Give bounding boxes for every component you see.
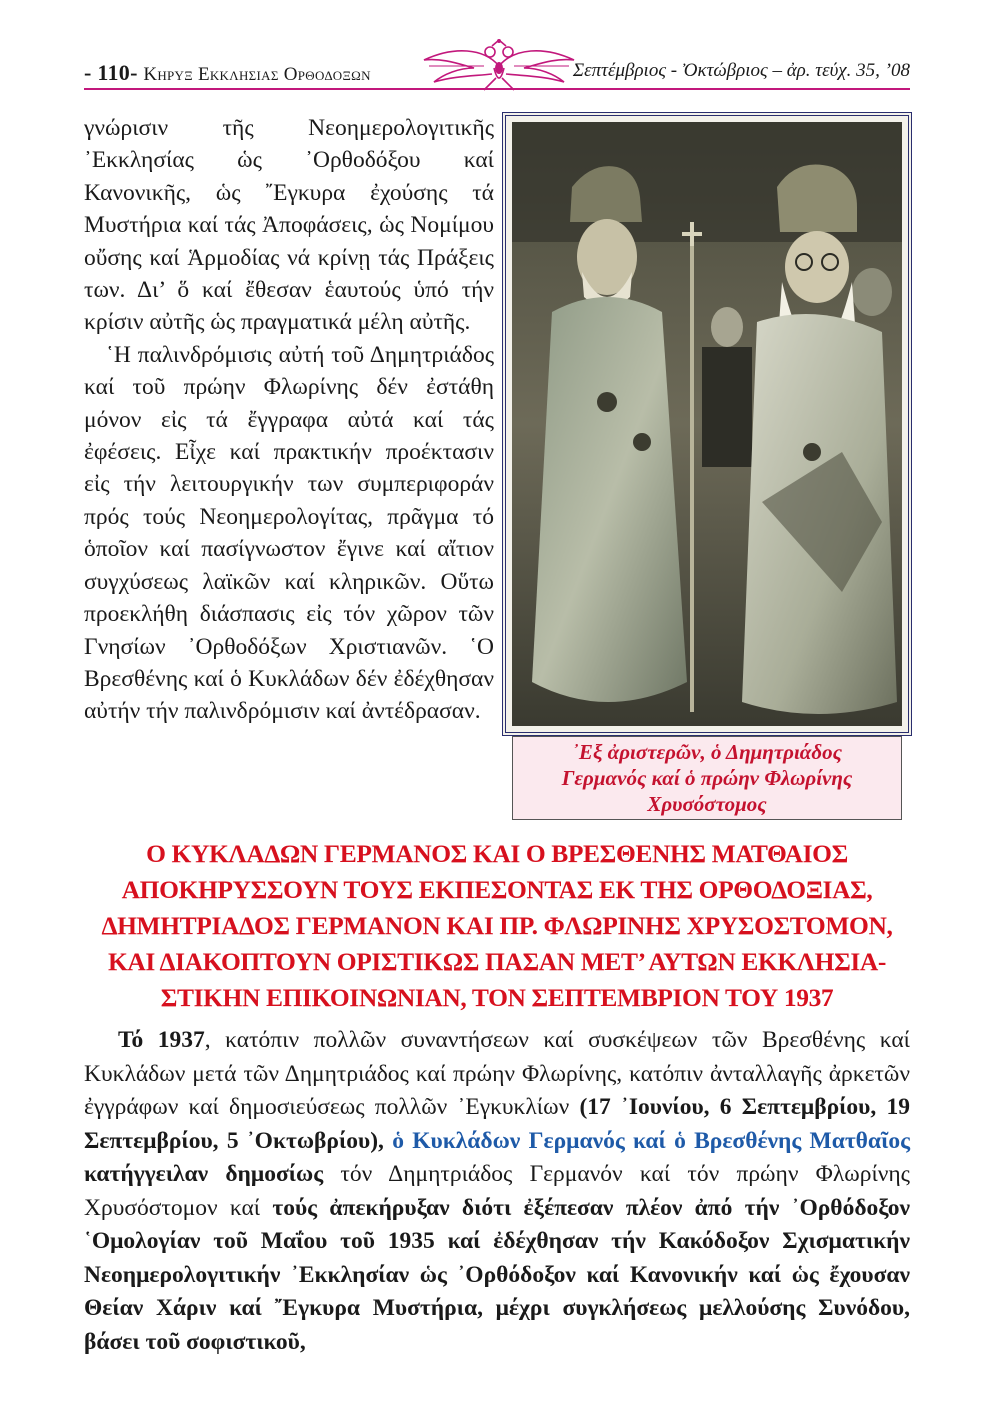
paragraph: γνώρισιν τῆς Νεοημερολογιτικῆς ᾽Εκκλησίας ὡς ᾽Ορθοδόξου καί Κανονικῆς, ὡς ῎Εγκυρα ἐχούσης τά Μυστήρια καί τάς Ἀποφάσεις, ὡς Νομίμου οὔσης καί Ἁρμοδίας νά κρίνῃ τάς Πράξεις των. Δι’ ὅ καί ἔθεσαν ἑαυτούς ὑπό τήν κρίσιν αὐτῆς ὡς πραγματικά μέλη αὐτῆς. (84, 115, 494, 336)
page-header (84, 38, 910, 90)
section-headline (84, 836, 910, 1016)
left-text-column (84, 112, 494, 728)
headline-line: ΑΠΟΚΗΡΥΣΣΟΥΝ ΤΟΥΣ ΕΚΠΕΣΟΝΤΑΣ ΕΚ ΤΗΣ ΟΡΘΟΔΟΞΙΑΣ, (121, 875, 873, 904)
caption-line: ᾽Εξ ἀριστερῶν, ὁ Δημητριάδος (571, 740, 843, 764)
caption-line: Χρυσόστομος (647, 792, 767, 816)
text-run: , κατόπιν πολλῶν συναντήσεων καί συσκέψεων τῶν Βρεσθένης καί Κυκλάδων μετά τῶν Δημητριάδος καί πρώην Φλωρίνης, κατόπιν ἀνταλλαγῆς ἀρκετῶν ἐγγράφων καί δημοσιεύσεως πολλῶν ᾽Εγκυκλίων (84, 1027, 910, 1120)
text-run: (17 ᾽Ιουνίου, 6 Σεπτεμβρίου, 19 Σεπτεμβρίου, 5 ᾽Οκτωβρίου), (84, 1094, 910, 1154)
text-run: ὁ Κυκλάδων Γερμανός καί ὁ Βρεσθένης Ματθαῖος (383, 1127, 910, 1154)
paragraph: ῾Η παλινδρόμισις αὐτή τοῦ Δημητριάδος καί τοῦ πρώην Φλωρίνης δέν ἐστάθη μόνον εἰς τά ἔγγραφα αὐτά καί τάς ἐφέσεις. Εἶχε καί πρακτικήν προέκτασιν εἰς τήν λειτουργικήν των συμπεριφοράν πρός τούς Νεοημερολογίτας, πρᾶγμα τό ὁποῖον καί πασίγνωστον ἔγινε καί αἴτιον συγχύσεως λαϊκῶν καί κληρικῶν. Οὕτω προεκλήθη διάσπασις εἰς τόν χῶρον τῶν Γνησίων ᾽Ορθοδόξων Χριστιανῶν. ῾Ο Βρεσθένης καί ὁ Κυκλάδων δέν ἐδέχθησαν αὐτήν τήν παλινδρόμισιν καί ἀντέδρασαν. (84, 341, 494, 725)
header-rule (84, 88, 910, 90)
double-headed-eagle-emblem (414, 38, 584, 94)
issue-info: Σεπτέμβριος - Ὀκτώβριος – ἀρ. τεύχ. 35, ’08 (572, 60, 910, 81)
publication-title: Κηρυξ Εκκλησιας Ορθοδοξων (143, 64, 371, 85)
text-run: Τό 1937 (118, 1027, 205, 1053)
text-run: κατήγγειλαν δημοσίως (84, 1161, 324, 1187)
headline-line: ΔΗΜΗΤΡΙΑΔΟΣ ΓΕΡΜΑΝΟΝ ΚΑΙ ΠΡ. ΦΛΩΡΙΝΗΣ ΧΡΥΣΟΣΤΟΜΟΝ, (101, 911, 893, 940)
headline-line: Ο ΚΥΚΛΑΔΩΝ ΓΕΡΜΑΝΟΣ ΚΑΙ Ο ΒΡΕΣΘΕΝΗΣ ΜΑΤΘΑΙΟΣ (146, 839, 848, 868)
body-text (84, 1024, 910, 1359)
headline-line: ΣΤΙΚΗΝ ΕΠΙΚΟΙΝΩΝΙΑΝ, ΤΟΝ ΣΕΠΤΕΜΒΡΙΟΝ ΤΟΥ 1937 (160, 983, 834, 1012)
text-run: τούς ἀπεκήρυξαν διότι ἐξέπεσαν πλέον ἀπό τήν ᾽Ορθόδοξον ῾Ομολογίαν τοῦ Μαΐου τοῦ 1935 καί ἐδέχθησαν τήν Κακόδοξον Σχισματικήν Νεοημερολογιτικήν ᾽Εκκλησίαν ὡς ᾽Ορθόδοξον καί Κανονικήν καί ὡς ἔχουσαν Θείαν Χάριν καί ῎Εγκυρα Μυστήρια, μέχρι συγκλήσεως μελλούσης Συνόδου, βάσει τοῦ σοφιστικοῦ, (84, 1194, 910, 1355)
paragraph (84, 1024, 910, 1359)
caption-line: Γερμανός καί ὁ πρώην Φλωρίνης (561, 766, 853, 790)
header-left (84, 60, 371, 86)
text-run: τόν Δημητριάδος Γερμανόν καί τόν πρώην Φλωρίνης Χρυσόστομον καί (84, 1161, 910, 1221)
photo-caption (512, 736, 902, 820)
bishops-photo (512, 122, 902, 726)
headline-line: ΚΑΙ ΔΙΑΚΟΠΤΟΥΝ ΟΡΙΣΤΙΚΩΣ ΠΑΣΑΝ ΜΕΤ’ ΑΥΤΩΝ ΕΚΚΛΗΣΙΑ- (107, 947, 887, 976)
photo-frame (502, 112, 912, 736)
page-number: - 110- (84, 60, 138, 85)
